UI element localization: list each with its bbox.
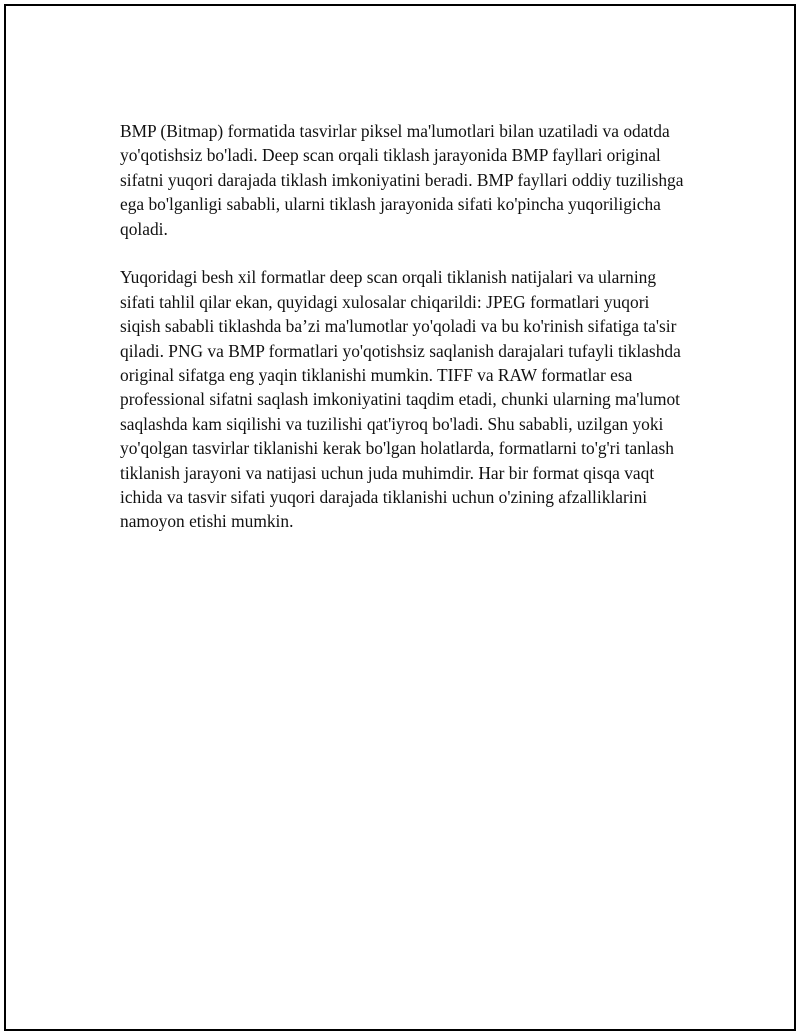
- page-frame: [4, 4, 796, 1031]
- paragraph-bmp: BMP (Bitmap) formatida tasvirlar piksel ma'lumotlari bilan uzatiladi va odatda yo'qotishsiz bo'ladi. Deep scan orqali tiklash jarayonida BMP fayllari original sifatni yuqori darajada tiklash imkoniyatini beradi. BMP fayllari oddiy tuzilishga ega bo'lganligi sababli, ularni tiklash jarayonida sifati ko'pincha yuqoriligicha qoladi.: [120, 121, 684, 239]
- paragraph-conclusion: Yuqoridagi besh xil formatlar deep scan orqali tiklanish natijalari va ularning sifati tahlil qilar ekan, quyidagi xulosalar chiqarildi: JPEG formatlari yuqori siqish sababli tiklashda ba’zi ma'lumotlar yo'qoladi va bu ko'rinish sifatiga ta'sir qiladi. PNG va BMP formatlari yo'qotishsiz saqlanish darajalari tufayli tiklashda original sifatga eng yaqin tiklanishi mumkin. TIFF va RAW formatlar esa professional sifatni saqlash imkoniyatini taqdim etadi, chunki ularning ma'lumot saqlashda kam siqilishi va tuzilishi qat'iyroq bo'ladi. Shu sababli, uzilgan yoki yo'qolgan tasvirlar tiklanishi kerak bo'lgan holatlarda, formatlarni to'g'ri tanlash tiklanish jarayoni va natijasi uchun juda muhimdir. Har bir format qisqa vaqt ichida va tasvir sifati yuqori darajada tiklanishi uchun o'zining afzalliklarini namoyon etishi mumkin.: [120, 267, 681, 532]
- document-body: [120, 119, 692, 534]
